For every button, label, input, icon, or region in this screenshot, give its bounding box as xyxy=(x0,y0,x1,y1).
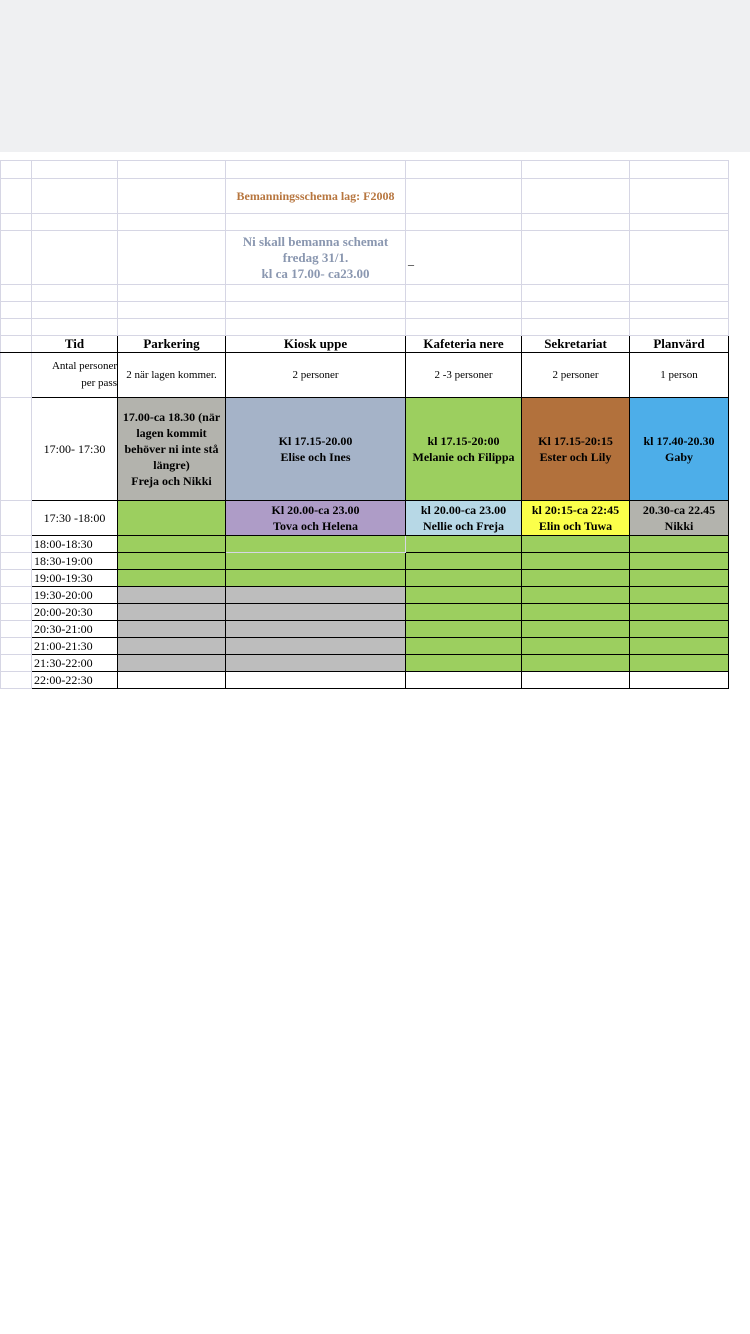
sekretariat-cell xyxy=(522,672,630,689)
app-top-bar xyxy=(0,0,750,152)
shift-line: Freja och Nikki xyxy=(131,474,212,488)
kiosk-cell xyxy=(226,655,406,672)
time-row xyxy=(1,672,729,689)
shift-line: kl 17.15-20:00 xyxy=(427,434,500,448)
shift-parkering xyxy=(118,398,226,501)
time-row xyxy=(1,621,729,638)
time-row xyxy=(1,604,729,621)
shift-line: Kl 17.15-20.00 xyxy=(278,434,353,448)
empty-row xyxy=(1,285,729,302)
shift-planvard xyxy=(630,398,729,501)
time-label: 20:00-20:30 xyxy=(32,604,118,621)
planvard-cell xyxy=(630,638,729,655)
kafeteria-cell xyxy=(406,604,522,621)
parkering-cell xyxy=(118,621,226,638)
kiosk-cell xyxy=(226,672,406,689)
kiosk-cell xyxy=(226,570,406,587)
shift-line: 20.30-ca 22.45 xyxy=(642,503,716,517)
time-label: 20:30-21:00 xyxy=(32,621,118,638)
sekretariat-cell xyxy=(522,655,630,672)
shift-row xyxy=(1,501,729,536)
shift-line: lagen kommit xyxy=(136,426,207,440)
personnel-parkering: 2 när lagen kommer. xyxy=(118,353,226,398)
parkering-cell xyxy=(118,604,226,621)
kafeteria-cell xyxy=(406,570,522,587)
kiosk-cell xyxy=(226,638,406,655)
time-row xyxy=(1,536,729,553)
instruction-row xyxy=(1,231,729,285)
parkering-cell xyxy=(118,638,226,655)
shift-line: Melanie och Filippa xyxy=(412,450,515,464)
schedule-title: Bemanningsschema lag: F2008 xyxy=(226,179,406,214)
shift-kiosk xyxy=(226,398,406,501)
personnel-kiosk: 2 personer xyxy=(226,353,406,398)
planvard-cell xyxy=(630,655,729,672)
header-kiosk: Kiosk uppe xyxy=(226,336,406,353)
shift-line: Tova och Helena xyxy=(273,519,358,533)
planvard-cell xyxy=(630,570,729,587)
sekretariat-cell xyxy=(522,553,630,570)
kafeteria-cell xyxy=(406,655,522,672)
title-row xyxy=(1,179,729,214)
shift-line: 17.00-ca 18.30 (när xyxy=(122,410,221,424)
shift-line: Nikki xyxy=(664,519,694,533)
parkering-cell xyxy=(118,587,226,604)
kafeteria-cell xyxy=(406,536,522,553)
kiosk-cell xyxy=(226,587,406,604)
time-label: 21:30-22:00 xyxy=(32,655,118,672)
planvard-cell xyxy=(630,621,729,638)
kafeteria-cell xyxy=(406,672,522,689)
instruction-line: fredag 31/1. xyxy=(282,249,349,265)
shift-kiosk xyxy=(226,501,406,536)
sekretariat-cell xyxy=(522,604,630,621)
instruction-line: kl ca 17.00- ca23.00 xyxy=(261,265,370,281)
shift-line: kl 20.00-ca 23.00 xyxy=(420,503,507,517)
parkering-cell xyxy=(118,570,226,587)
instruction-marker: _ xyxy=(406,231,522,285)
shift-line: längre) xyxy=(153,458,190,472)
shift-line: kl 17.40-20.30 xyxy=(643,434,715,448)
planvard-cell xyxy=(630,604,729,621)
time-row xyxy=(1,638,729,655)
parkering-cell xyxy=(118,536,226,553)
planvard-cell xyxy=(630,587,729,604)
kiosk-cell xyxy=(226,621,406,638)
time-label: 19:00-19:30 xyxy=(32,570,118,587)
personnel-sekretariat: 2 personer xyxy=(522,353,630,398)
personnel-label-line: Antal personer xyxy=(51,360,117,372)
shift-kafeteria xyxy=(406,501,522,536)
kafeteria-cell xyxy=(406,638,522,655)
sekretariat-cell xyxy=(522,638,630,655)
parkering-cell xyxy=(118,553,226,570)
schedule-table xyxy=(0,160,729,689)
time-label: 21:00-21:30 xyxy=(32,638,118,655)
shift-sekretariat xyxy=(522,501,630,536)
time-label: 19:30-20:00 xyxy=(32,587,118,604)
sekretariat-cell xyxy=(522,570,630,587)
shift-sekretariat xyxy=(522,398,630,501)
sekretariat-cell xyxy=(522,621,630,638)
personnel-label-line: per pass xyxy=(81,377,117,389)
kiosk-cell xyxy=(226,553,406,570)
empty-row xyxy=(1,214,729,231)
personnel-kafeteria: 2 -3 personer xyxy=(406,353,522,398)
sekretariat-cell xyxy=(522,587,630,604)
time-row xyxy=(1,587,729,604)
header-kafeteria: Kafeteria nere xyxy=(406,336,522,353)
instruction-text xyxy=(226,231,406,285)
header-tid: Tid xyxy=(32,336,118,353)
time-row xyxy=(1,570,729,587)
header-sekretariat: Sekretariat xyxy=(522,336,630,353)
parkering-cell xyxy=(118,655,226,672)
shift-line: Ester och Lily xyxy=(539,450,612,464)
shift-line: kl 20:15-ca 22:45 xyxy=(531,503,620,517)
empty-row xyxy=(1,319,729,336)
shift-line: Elise och Ines xyxy=(280,450,351,464)
time-label: 18:00-18:30 xyxy=(32,536,118,553)
empty-row xyxy=(1,302,729,319)
planvard-cell xyxy=(630,553,729,570)
planvard-cell xyxy=(630,672,729,689)
shift-time: 17:00- 17:30 xyxy=(32,398,118,501)
shift-planvard xyxy=(630,501,729,536)
kafeteria-cell xyxy=(406,587,522,604)
shift-line: Kl 20.00-ca 23.00 xyxy=(271,503,360,517)
header-parkering: Parkering xyxy=(118,336,226,353)
shift-kafeteria xyxy=(406,398,522,501)
time-label: 22:00-22:30 xyxy=(32,672,118,689)
personnel-row xyxy=(1,353,729,398)
instruction-line: Ni skall bemanna schemat xyxy=(242,233,389,249)
shift-parkering xyxy=(118,501,226,536)
shift-line: Nellie och Freja xyxy=(422,519,505,533)
time-row xyxy=(1,553,729,570)
shift-line: behöver ni inte stå xyxy=(124,442,219,456)
shift-line: Kl 17.15-20:15 xyxy=(538,434,613,448)
shift-line: Elin och Tuwa xyxy=(538,519,613,533)
header-row xyxy=(1,336,729,353)
parkering-cell xyxy=(118,672,226,689)
header-planvard: Planvärd xyxy=(630,336,729,353)
shift-line: Gaby xyxy=(664,450,693,464)
time-label: 18:30-19:00 xyxy=(32,553,118,570)
empty-row xyxy=(1,161,729,179)
personnel-label xyxy=(32,353,118,398)
shift-time: 17:30 -18:00 xyxy=(32,501,118,536)
personnel-planvard: 1 person xyxy=(630,353,729,398)
kafeteria-cell xyxy=(406,621,522,638)
kiosk-cell xyxy=(226,604,406,621)
kiosk-cell xyxy=(226,536,406,553)
kafeteria-cell xyxy=(406,553,522,570)
sekretariat-cell xyxy=(522,536,630,553)
time-row xyxy=(1,655,729,672)
planvard-cell xyxy=(630,536,729,553)
shift-row xyxy=(1,398,729,501)
